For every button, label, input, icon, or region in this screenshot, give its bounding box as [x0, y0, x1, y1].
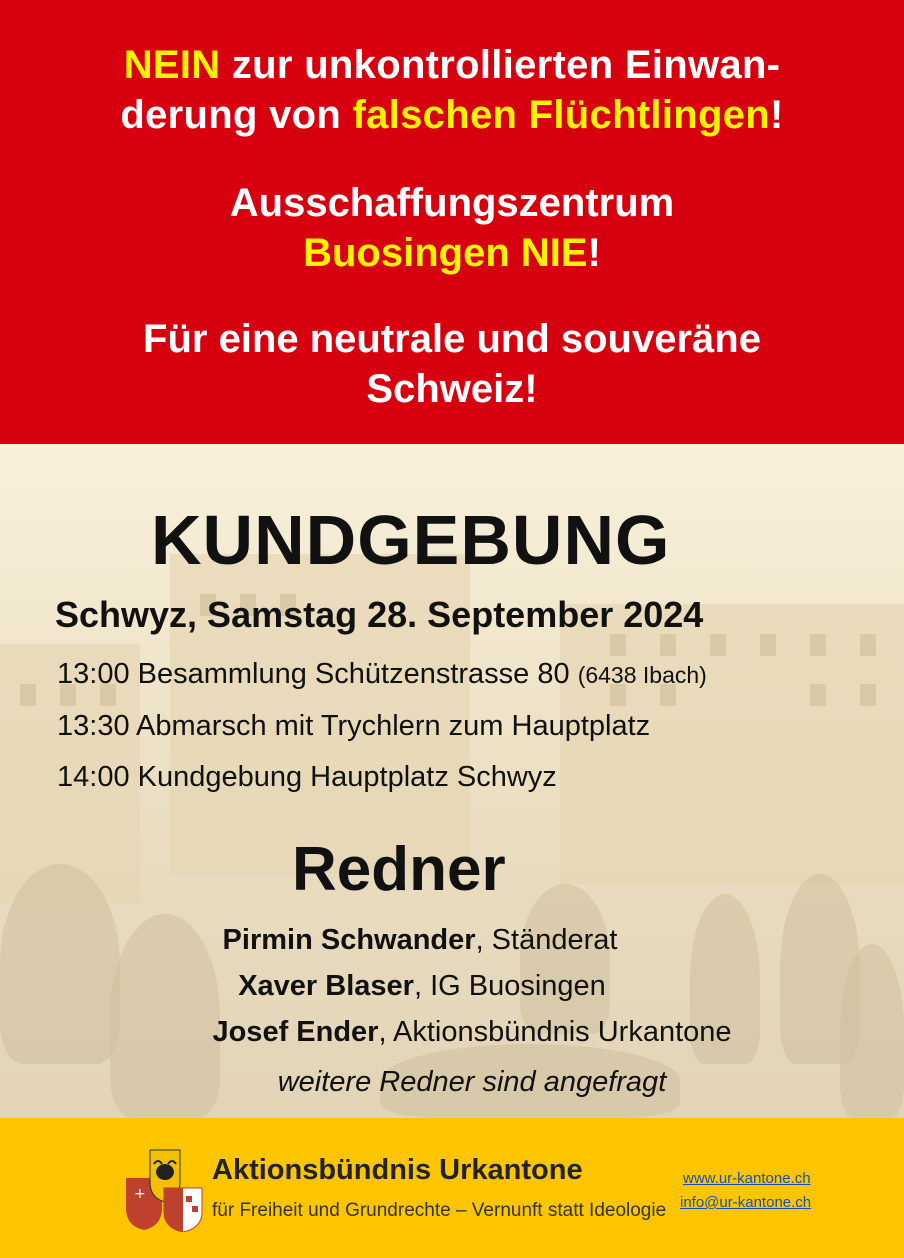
- more-speakers-note: weitere Redner sind angefragt: [277, 1066, 667, 1098]
- speaker-item: Xaver Blaser, IG Buosingen: [238, 970, 606, 1002]
- speakers-title: Redner: [292, 835, 506, 904]
- headline-3-text-a: Für eine neutrale und souveräne: [143, 317, 761, 361]
- header-banner: [0, 0, 904, 444]
- headline-2-excl: !: [587, 231, 601, 275]
- headline-2-text: Ausschaffungszentrum: [229, 181, 675, 225]
- headline-1: [0, 40, 904, 140]
- website-link[interactable]: www.ur-kantone.ch: [683, 1170, 811, 1187]
- headline-text-b: derung von: [120, 93, 353, 137]
- headline-2: [0, 178, 904, 278]
- footer: [0, 1118, 904, 1258]
- headline-text-a: zur unkontrollierten Einwan-: [220, 43, 781, 87]
- speaker-item: Pirmin Schwander, Ständerat: [222, 924, 618, 956]
- headline-2-highlight: Buosingen NIE: [303, 231, 588, 275]
- event-section: [0, 444, 904, 1118]
- email-link[interactable]: info@ur-kantone.ch: [680, 1194, 812, 1211]
- headline-highlight: falschen Flüchtlingen: [352, 93, 770, 137]
- schedule-item: 13:00 Besammlung Schützenstrasse 80 (6438 Ibach): [57, 658, 707, 690]
- headline-3-text-b: Schweiz!: [366, 367, 538, 411]
- svg-text:+: +: [134, 1186, 146, 1202]
- headline-3: [0, 314, 904, 414]
- headline-excl: !: [770, 93, 784, 137]
- event-date: Schwyz, Samstag 28. September 2024: [55, 594, 704, 635]
- speaker-item: Josef Ender, Aktionsbündnis Urkantone: [212, 1016, 732, 1048]
- coat-of-arms-logo-icon: [124, 1148, 204, 1232]
- org-name: Aktionsbündnis Urkantone: [212, 1154, 583, 1186]
- org-slogan: für Freiheit und Grundrechte – Vernunft statt Ideologie: [212, 1200, 667, 1221]
- headline-nein: NEIN: [123, 43, 221, 87]
- schedule-item: 14:00 Kundgebung Hauptplatz Schwyz: [57, 761, 557, 793]
- event-title: KUNDGEBUNG: [151, 501, 671, 579]
- schedule-item: 13:30 Abmarsch mit Trychlern zum Hauptplatz: [57, 710, 651, 742]
